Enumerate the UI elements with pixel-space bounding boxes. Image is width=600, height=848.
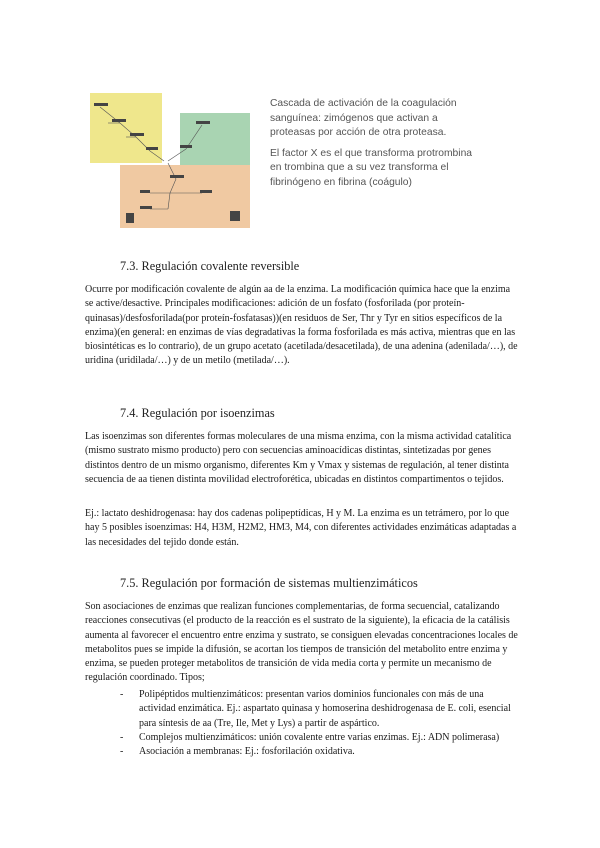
section-7-3-paragraph: Ocurre por modificación covalente de algún aa de la enzima. La modificación química hace que la enzima se active/desactive. Principales modificaciones: adición de un fosfato (fosforilada (por proteín-quinasas)/desfosforilada(por proteín-fosfatasas))(en residuos de Ser, Thr y Tyr en sitios específicos de la enzima)(en general: en enzimas de vías degradativas la forma fosforilada es más activa, mientras que en las biosintéticas es lo contrario), de un grupo acetato (acetilada/desacetilada), de una adenina (adenilada/…), de uridina (uridilada/…) y de un metilo (metilada/…).	[85, 284, 518, 367]
caption-line-1: Cascada de activación de la coagulación sanguínea: zimógenos que activan a proteasas por acción de otra proteasa.	[270, 98, 457, 139]
section-heading-7-5: 7.5. Regulación por formación de sistemas multienzimáticos	[120, 576, 418, 590]
figure-caption	[270, 97, 485, 197]
section-7-4-paragraph-1: Las isoenzimas son diferentes formas moleculares de una misma enzima, con la misma actividad catalítica (mismo sustrato mismo producto) pero con secuencias aminoacídicas distintas, sintetizadas por genes distintos dentro de un mismo organismo, diferentes Km y Vmax y sistemas de regulación, al tener distinta secuencia de aa tienen distinta movilidad electroforética, ubicadas en distintos compartimentos o tejidos.	[85, 431, 512, 485]
multienzyme-types-list	[120, 688, 520, 759]
coagulation-cascade-figure	[90, 93, 250, 228]
list-item: - Polipéptidos multienzimáticos: presentan varios dominios funcionales con más de una actividad enzimática. Ej.: aspartato quinasa y homoserina deshidrogenasa de E. coli, esencial para síntesis de aa (Tre, Ile, Met y Lys) a partir de aspártico.	[120, 688, 520, 731]
caption-line-2: El factor X es el que transforma protrombina en trombina que a su vez transforma el fibrinógeno en fibrina (coágulo)	[270, 147, 473, 188]
list-item: - Asociación a membranas: Ej.: fosforilación oxidativa.	[120, 745, 520, 759]
section-heading-7-3: 7.3. Regulación covalente reversible	[120, 259, 300, 273]
section-7-5-paragraph: Son asociaciones de enzimas que realizan funciones complementarias, de forma secuencial, catalizando reacciones consecutivas (el producto de la reacción es el sustrato de la siguiente), la eficacia de la catálisis aumenta al favorecer el encuentro entre enzima y sustrato, se consiguen elevadas concentraciones locales de metabolitos pues se impide la difusión, se acortan los tiempos de transición del metabolito entre enzima y enzima, se pueden proteger metabolitos de transición de vida media corta y permite un mecanismo de regulación coordinado. Tipos;	[85, 601, 518, 684]
list-item: - Complejos multienzimáticos: unión covalente entre varias enzimas. Ej.: ADN polimerasa)	[120, 731, 520, 745]
section-heading-7-4: 7.4. Regulación por isoenzimas	[120, 406, 275, 420]
cascade-diagram	[90, 93, 250, 228]
section-7-4-paragraph-2: Ej.: lactato deshidrogenasa: hay dos cadenas polipeptídicas, H y M. La enzima es un tetrámero, por lo que hay 5 posibles isoenzimas: H4, H3M, H2M2, HM3, M4, con diferentes actividades enzimáticas adaptadas a las necesidades del tejido donde están.	[85, 508, 517, 548]
extrinsic-pathway-box	[180, 113, 250, 165]
